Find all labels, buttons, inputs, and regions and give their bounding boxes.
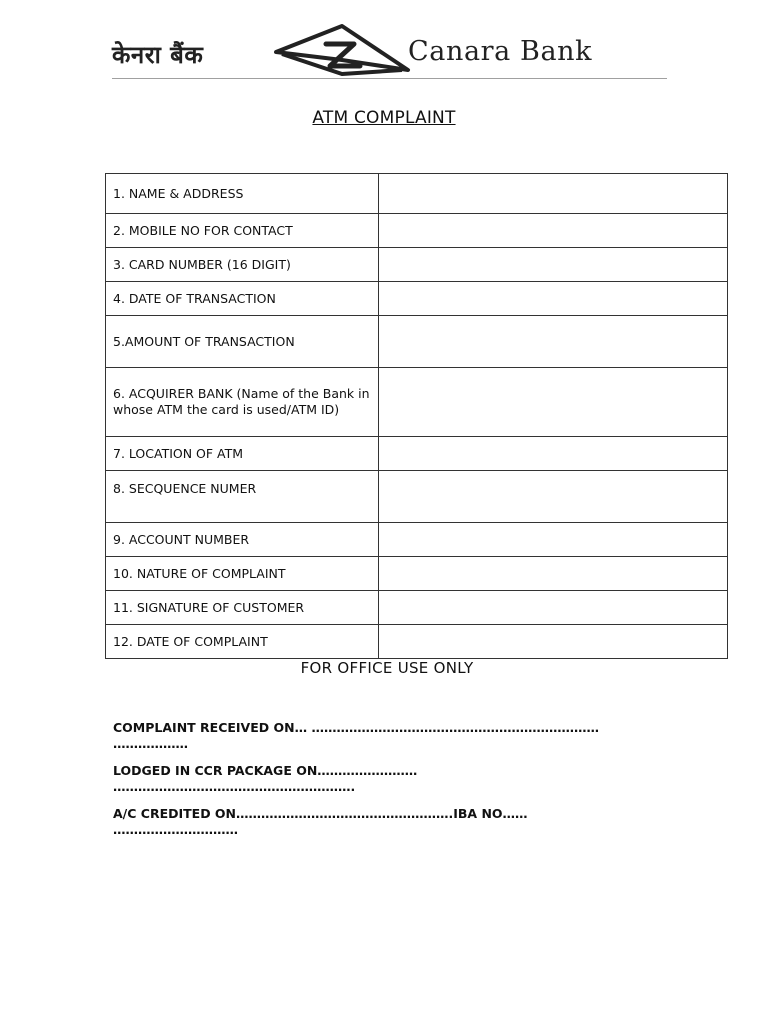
complaint-form-table bbox=[105, 173, 728, 659]
form-field-value[interactable] bbox=[379, 282, 728, 316]
bank-header bbox=[110, 18, 668, 80]
office-use-heading: FOR OFFICE USE ONLY bbox=[300, 659, 474, 677]
complaint-received-text: COMPLAINT RECEIVED ON… …………………………………………………………… bbox=[113, 720, 599, 735]
form-row bbox=[106, 316, 728, 368]
form-field-value[interactable] bbox=[379, 557, 728, 591]
form-field-label: 3. CARD NUMBER (16 DIGIT) bbox=[106, 248, 379, 282]
complaint-received-text-cont: ……………… bbox=[113, 736, 188, 751]
header-divider bbox=[112, 78, 667, 79]
form-field-value[interactable] bbox=[379, 471, 728, 523]
form-field-value[interactable] bbox=[379, 625, 728, 659]
form-field-value[interactable] bbox=[379, 523, 728, 557]
form-field-value[interactable] bbox=[379, 437, 728, 471]
bank-name-hindi: केनरा बैंक bbox=[112, 41, 204, 69]
form-field-value[interactable] bbox=[379, 591, 728, 625]
form-field-label: 7. LOCATION OF ATM bbox=[106, 437, 379, 471]
office-use-section bbox=[113, 720, 673, 849]
form-row bbox=[106, 591, 728, 625]
form-field-value[interactable] bbox=[379, 368, 728, 437]
form-field-label: 8. SECQUENCE NUMER bbox=[106, 471, 379, 523]
form-field-label: 5.AMOUNT OF TRANSACTION bbox=[106, 316, 379, 368]
lodged-ccr-text: LODGED IN CCR PACKAGE ON…………………… bbox=[113, 763, 418, 778]
lodged-ccr-line bbox=[113, 763, 673, 795]
form-field-label: 1. NAME & ADDRESS bbox=[106, 174, 379, 214]
form-field-label: 6. ACQUIRER BANK (Name of the Bank in whose ATM the card is used/ATM ID) bbox=[106, 368, 379, 437]
ac-credited-text: A/C CREDITED ON…………………………………………….IBA NO…… bbox=[113, 806, 528, 821]
ac-credited-line bbox=[113, 806, 673, 838]
form-row bbox=[106, 557, 728, 591]
form-field-label: 10. NATURE OF COMPLAINT bbox=[106, 557, 379, 591]
form-row bbox=[106, 437, 728, 471]
form-field-value[interactable] bbox=[379, 214, 728, 248]
form-field-label: 12. DATE OF COMPLAINT bbox=[106, 625, 379, 659]
bank-name-english: Canara Bank bbox=[408, 36, 593, 67]
form-field-label: 4. DATE OF TRANSACTION bbox=[106, 282, 379, 316]
form-row bbox=[106, 174, 728, 214]
form-row bbox=[106, 471, 728, 523]
canara-bank-logo-icon bbox=[272, 22, 412, 78]
form-row bbox=[106, 368, 728, 437]
form-row bbox=[106, 523, 728, 557]
page-title: ATM COMPLAINT bbox=[312, 108, 456, 128]
form-row bbox=[106, 625, 728, 659]
form-row bbox=[106, 282, 728, 316]
form-field-label: 9. ACCOUNT NUMBER bbox=[106, 523, 379, 557]
form-field-value[interactable] bbox=[379, 174, 728, 214]
form-row bbox=[106, 248, 728, 282]
complaint-received-line bbox=[113, 720, 673, 752]
form-field-label: 2. MOBILE NO FOR CONTACT bbox=[106, 214, 379, 248]
form-field-value[interactable] bbox=[379, 248, 728, 282]
form-field-label: 11. SIGNATURE OF CUSTOMER bbox=[106, 591, 379, 625]
lodged-ccr-text-cont: …………………………………………………. bbox=[113, 779, 356, 794]
form-row bbox=[106, 214, 728, 248]
form-field-value[interactable] bbox=[379, 316, 728, 368]
ac-credited-text-cont: ………………………… bbox=[113, 822, 238, 837]
